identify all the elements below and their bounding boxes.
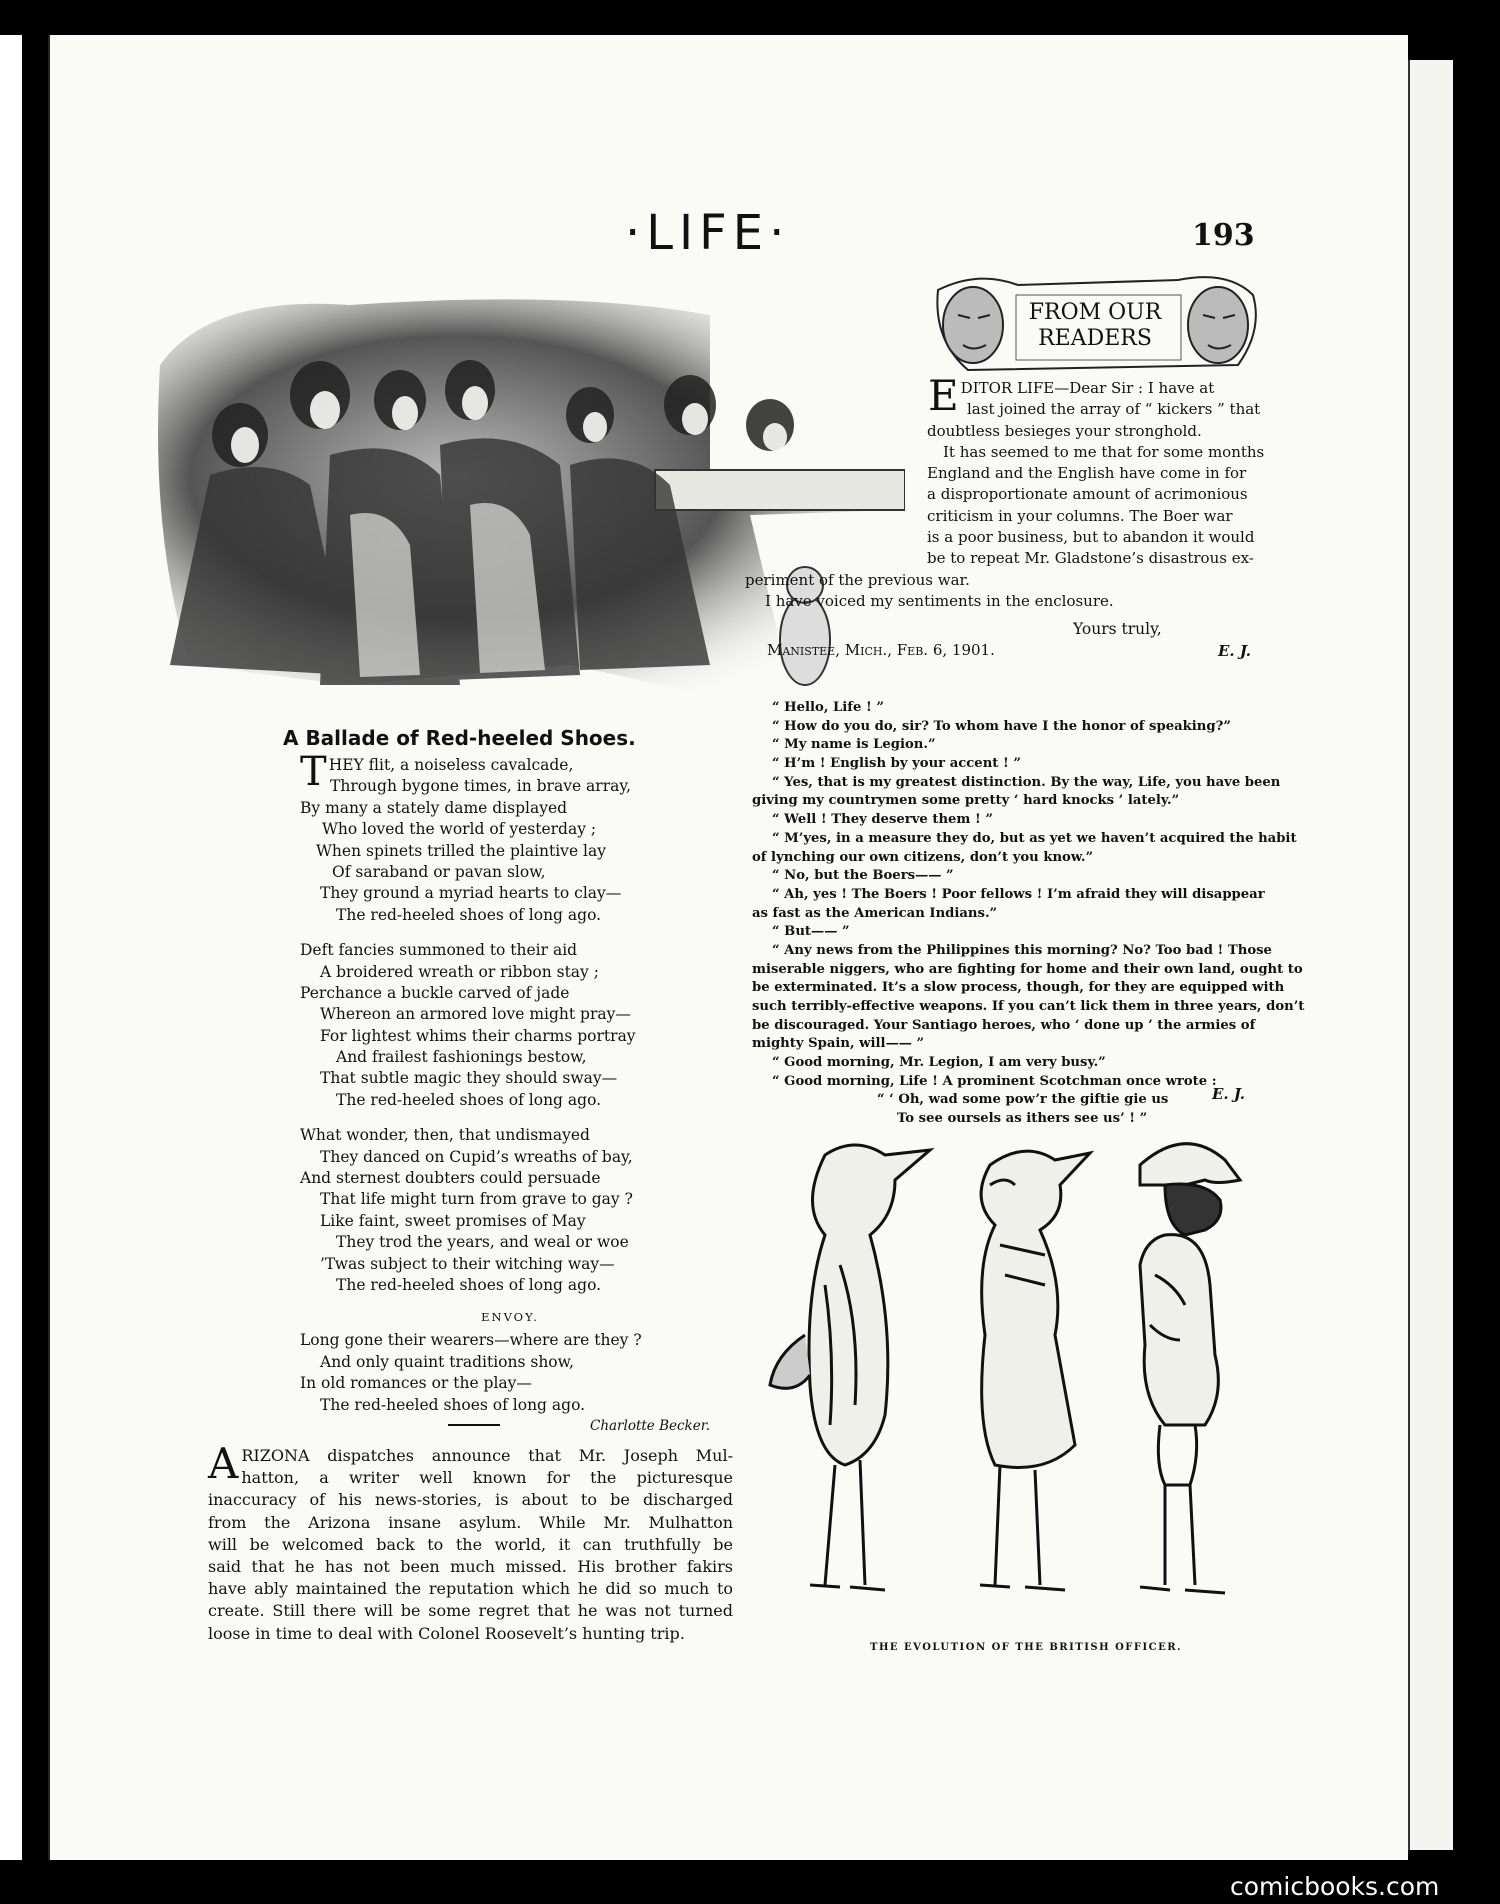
- letter-line: DITOR LIFE—Dear Sir : I have at: [960, 379, 1215, 397]
- poem-line: The red-heeled shoes of long ago.: [336, 1275, 602, 1294]
- poem-line: That life might turn from grave to gay ?: [320, 1190, 633, 1209]
- dialogue-line: “ Any news from the Philippines this morning? No? Too bad ! Those: [772, 942, 1272, 958]
- poem-line: By many a stately dame displayed: [300, 798, 568, 817]
- arizona-dropcap: A: [208, 1439, 239, 1488]
- poem-line: The red-heeled shoes of long ago.: [336, 905, 602, 924]
- paragraph-line: inaccuracy of his news-stories, is about to be discharged: [208, 1490, 733, 1510]
- dialogue-line: “ M’yes, in a measure they do, but as yet we haven’t acquired the habit: [772, 830, 1297, 846]
- letter-line: I have voiced my sentiments in the enclosure.: [765, 591, 1114, 610]
- letter-line: is a poor business, but to abandon it would: [927, 528, 1255, 547]
- letter-signoff: Yours truly,: [1073, 620, 1162, 638]
- section-divider: [448, 1424, 500, 1426]
- dialogue-line: “ My name is Legion.”: [772, 737, 936, 753]
- poem-stanza-3: [300, 1125, 720, 1296]
- dialogue-initials: E. J.: [1212, 1085, 1246, 1103]
- envoy-label: ENVOY.: [481, 1310, 539, 1325]
- paragraph-line: loose in time to deal with Colonel Roosevelt’s hunting trip.: [208, 1623, 685, 1643]
- letter-line: England and the English have come in for: [927, 464, 1247, 483]
- poem-line: The red-heeled shoes of long ago.: [336, 1090, 602, 1109]
- poem-line: A broidered wreath or ribbon stay ;: [320, 962, 599, 981]
- letter-dropcap: E: [928, 371, 959, 420]
- letter-line: criticism in your columns. The Boer war: [927, 506, 1233, 525]
- watermark: comicbooks.com: [1230, 1872, 1440, 1901]
- paragraph-line: will be welcomed back to the world, it can truthfully be: [208, 1534, 733, 1554]
- poem-line: For lightest whims their charms portray: [320, 1026, 636, 1045]
- poem-line: Deft fancies summoned to their aid: [300, 941, 578, 960]
- dialogue-line: “ H’m ! English by your accent ! ”: [772, 756, 1021, 772]
- paragraph-line: have ably maintained the reputation which he did so much to: [208, 1579, 733, 1599]
- poem-line: Through bygone times, in brave array,: [330, 777, 631, 796]
- poem-line: And sternest doubters could persuade: [300, 1169, 601, 1188]
- dialogue-line: mighty Spain, will—— ”: [752, 1036, 925, 1052]
- cartoon-caption: THE EVOLUTION OF THE BRITISH OFFICER.: [870, 1642, 1183, 1653]
- paragraph-line: RIZONA dispatches announce that Mr. Joseph Mul-: [241, 1446, 733, 1465]
- evolution-cartoon: [745, 1125, 1275, 1630]
- poem-line: Long gone their wearers—where are they ?: [300, 1331, 642, 1350]
- poem-envoy: [300, 1330, 720, 1416]
- dialogue-line: be discouraged. Your Santiago heroes, who ‘ done up ’ the armies of: [752, 1017, 1256, 1033]
- dialogue-line: giving my countrymen some pretty ‘ hard knocks ’ lately.”: [752, 793, 1180, 809]
- letter-line: periment of the previous war.: [745, 570, 970, 589]
- dialogue-line: of lynching our own citizens, don’t you know.”: [752, 849, 1094, 865]
- dialogue-line: “ ‘ Oh, wad some pow’r the giftie gie us: [877, 1092, 1169, 1108]
- letter-dateline: Manistee, Mich., Feb. 6, 1901.: [767, 641, 995, 659]
- dialogue-line: as fast as the American Indians.”: [752, 905, 998, 921]
- poem-line: Perchance a buckle carved of jade: [300, 983, 570, 1002]
- poem-line: HEY flit, a noiseless cavalcade,: [328, 756, 574, 774]
- letter-line: It has seemed to me that for some months: [943, 442, 1265, 461]
- ballade-title: A Ballade of Red-heeled Shoes.: [283, 726, 636, 750]
- dialogue-line: “ Good morning, Life ! A prominent Scotchman once wrote :: [772, 1073, 1217, 1089]
- paragraph-line: from the Arizona insane asylum. While Mr. Mulhatton: [208, 1512, 733, 1532]
- letter-line: a disproportionate amount of acrimonious: [927, 485, 1248, 504]
- arizona-paragraph: [208, 1439, 733, 1645]
- poem-author: Charlotte Becker.: [589, 1417, 710, 1434]
- dialogue-line: “ Hello, Life ! ”: [772, 700, 884, 715]
- poem-line: They trod the years, and weal or woe: [336, 1233, 629, 1252]
- ballade-poem: [300, 749, 720, 1434]
- poem-line: When spinets trilled the plaintive lay: [316, 841, 606, 860]
- paragraph-line: said that he has not been much missed. His brother fakirs: [208, 1556, 733, 1576]
- poem-stanza-1: [300, 749, 720, 926]
- reader-letter: [745, 371, 1275, 612]
- masthead: ·LIFE·: [625, 205, 791, 261]
- poem-line: The red-heeled shoes of long ago.: [320, 1395, 586, 1414]
- poem-line: Who loved the world of yesterday ;: [322, 820, 597, 839]
- dialogue-line: “ How do you do, sir? To whom have I the honor of speaking?”: [772, 718, 1231, 734]
- dialogue-line: “ But—— ”: [772, 924, 850, 940]
- poem-line: That subtle magic they should sway—: [320, 1069, 618, 1088]
- dialogue-line: To see oursels as ithers see us’ ! ”: [897, 1111, 1148, 1127]
- next-page-edge: [1408, 60, 1453, 1850]
- dialogue-line: “ No, but the Boers—— ”: [772, 868, 954, 884]
- poem-line: Like faint, sweet promises of May: [320, 1211, 586, 1230]
- dialogue-line: be exterminated. It’s a slow process, though, for they are equipped with: [752, 980, 1285, 996]
- poem-line: Of saraband or pavan slow,: [332, 862, 546, 881]
- dialogue-line: such terribly-effective weapons. If you can’t lick them in three years, don’t: [752, 999, 1305, 1014]
- poem-line: What wonder, then, that undismayed: [300, 1126, 590, 1145]
- poem-line: They danced on Cupid’s wreaths of bay,: [320, 1147, 633, 1166]
- poem-line: And only quaint traditions show,: [320, 1352, 574, 1371]
- poem-stanza-2: [300, 940, 720, 1111]
- dialogue-line: “ Good morning, Mr. Legion, I am very busy.”: [772, 1055, 1106, 1071]
- poem-line: Whereon an armored love might pray—: [320, 1005, 631, 1024]
- letter-initials: E. J.: [1218, 642, 1252, 660]
- paragraph-line: create. Still there will be some regret that he was not turned: [208, 1601, 733, 1621]
- dialogue-line: miserable niggers, who are fighting for home and their own land, ought to: [752, 961, 1303, 977]
- paragraph-line: hatton, a writer well known for the picturesque: [241, 1468, 733, 1488]
- from-our-readers-heading: FROM OUR READERS: [1028, 300, 1162, 351]
- dialogue-block: [752, 699, 1305, 1129]
- dialogue-line: “ Well ! They deserve them ! ”: [772, 812, 993, 828]
- poem-line: In old romances or the play—: [300, 1374, 532, 1393]
- scan-left-edge: [0, 35, 22, 1860]
- letter-line: last joined the array of “ kickers ” that: [967, 400, 1261, 419]
- poem-line: And frailest fashionings bestow,: [336, 1048, 587, 1067]
- letter-line: be to repeat Mr. Gladstone’s disastrous ex-: [927, 549, 1254, 568]
- page-number: 193: [1192, 218, 1255, 253]
- poem-dropcap: T: [300, 749, 327, 795]
- dialogue-line: “ Ah, yes ! The Boers ! Poor fellows ! I’m afraid they will disappear: [772, 886, 1265, 902]
- poem-line: They ground a myriad hearts to clay—: [320, 884, 622, 903]
- poem-line: ’Twas subject to their witching way—: [320, 1254, 615, 1273]
- letter-line: doubtless besieges your stronghold.: [927, 421, 1202, 440]
- dialogue-line: “ Yes, that is my greatest distinction. By the way, Life, you have been: [772, 774, 1281, 790]
